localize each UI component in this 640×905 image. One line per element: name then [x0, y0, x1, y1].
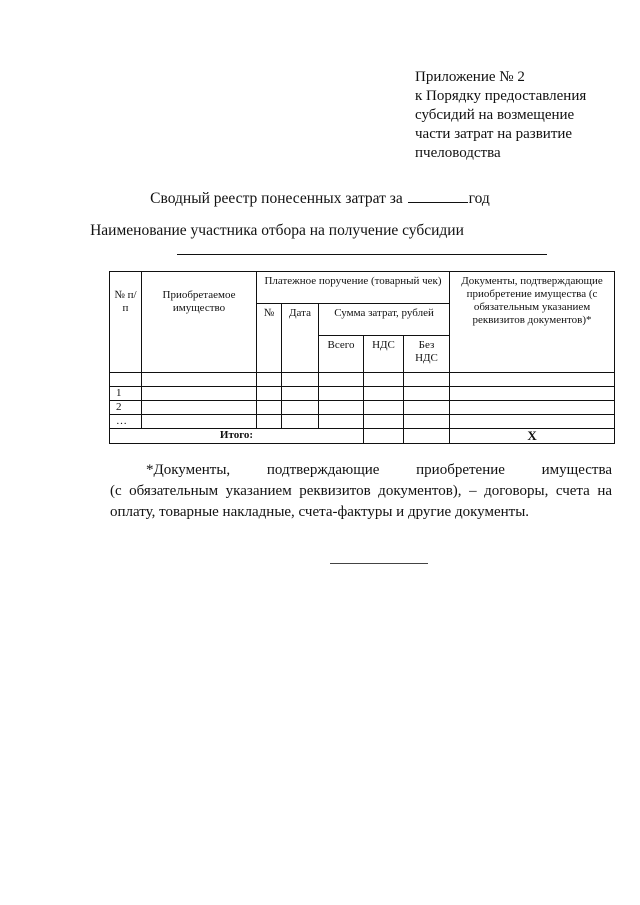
table-row: [110, 401, 615, 415]
header-total: Всего: [319, 336, 364, 373]
footnote-line-1: *Документы, подтверждающие приобретение имущества: [146, 462, 612, 478]
appendix-line: к Порядку предоставления: [415, 88, 587, 104]
row-number: …: [110, 415, 142, 429]
row-number: 2: [110, 401, 142, 415]
header-no-vat: Без НДС: [404, 336, 450, 373]
header-payment-no: №: [257, 304, 282, 373]
header-property: Приобретаемое имущество: [142, 272, 257, 373]
header-documents: Документы, подтверждающие приобретение имущества (с обязательным указанием реквизитов документов)*: [450, 272, 615, 373]
header-num: № п/п: [110, 272, 142, 373]
year-blank-field: [408, 188, 468, 203]
participant-name-line: [177, 254, 547, 255]
total-label: Итого:: [110, 429, 364, 444]
appendix-line: части затрат на развитие: [415, 126, 573, 142]
appendix-line: пчеловодства: [415, 145, 501, 161]
total-documents-cell: Х: [450, 429, 615, 444]
header-payment-date: Дата: [282, 304, 319, 373]
title-prefix: Сводный реестр понесенных затрат за: [150, 190, 403, 207]
table-row: [110, 415, 615, 429]
table-row: [110, 373, 615, 387]
total-row: [110, 429, 615, 444]
header-payment-order: Платежное поручение (товарный чек): [257, 272, 450, 304]
appendix-header: [415, 68, 586, 163]
header-vat: НДС: [364, 336, 404, 373]
expense-registry-table: [109, 271, 615, 444]
footnote-rest: (с обязательным указанием реквизитов документов), – договоры, счета на оплату, товарные накладные, счета-фактуры и другие документы.: [110, 483, 612, 520]
header-cost-sum: Сумма затрат, рублей: [319, 304, 450, 336]
participant-label: Наименование участника отбора на получение субсидии: [90, 222, 464, 239]
closing-separator-line: [330, 563, 428, 564]
title-suffix: год: [468, 190, 490, 207]
appendix-line: Приложение № 2: [415, 69, 525, 85]
appendix-line: субсидий на возмещение: [415, 107, 575, 123]
row-number: 1: [110, 387, 142, 401]
footnote: [110, 460, 612, 523]
document-title: [0, 188, 640, 208]
table-row: [110, 387, 615, 401]
